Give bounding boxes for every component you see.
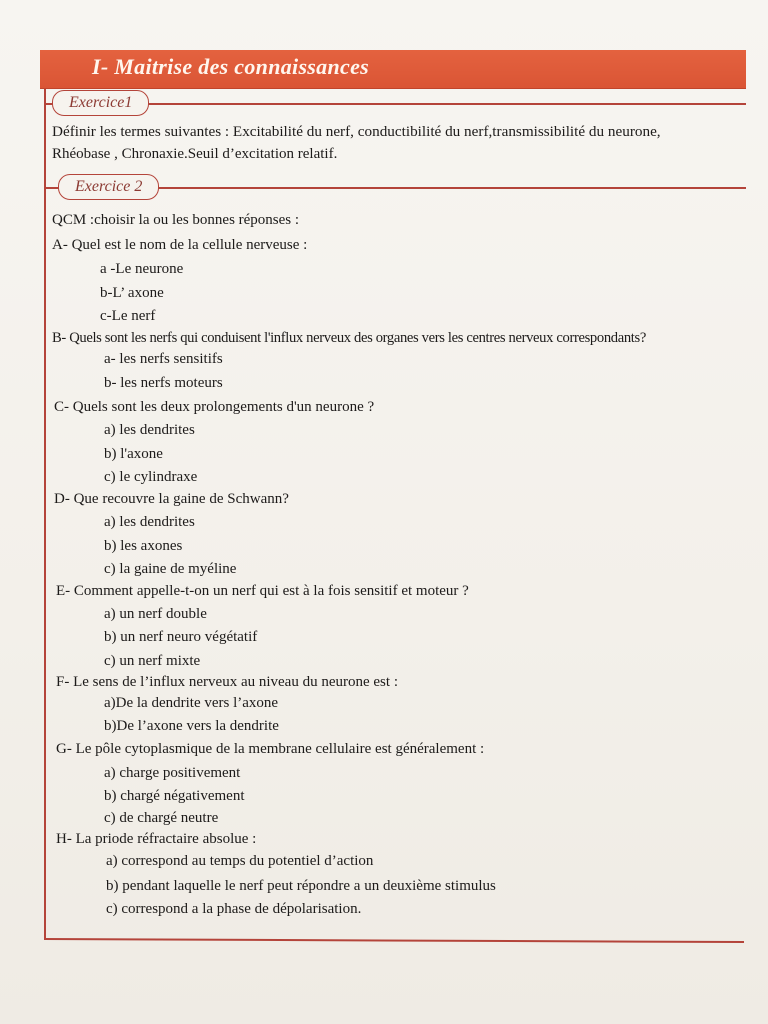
question-h-option-b: b) pendant laquelle le nerf peut répondre a un deuxième stimulus [106,878,496,894]
question-a-option-c: c-Le nerf [100,308,156,324]
question-d-option-a: a) les dendrites [104,514,195,530]
question-d-option-c: c) la gaine de myéline [104,561,237,577]
question-c-option-b: b) l'axone [104,446,163,462]
question-c-option-c: c) le cylindraxe [104,469,198,485]
question-e-option-c: c) un nerf mixte [104,653,201,669]
exercise1-text-line1: Définir les termes suivantes : Excitabilité du nerf, conductibilité du nerf,transmissibilité du neurone, [52,123,661,140]
question-b: B- Quels sont les nerfs qui conduisent l'influx nerveux des organes vers les centres nerveux correspondants? [52,330,646,346]
question-c: C- Quels sont les deux prolongements d'un neurone ? [54,399,375,415]
page-frame-bottom-rule [44,938,744,943]
exercise1-header [44,90,746,118]
question-a: A- Quel est le nom de la cellule nerveuse : [52,237,308,253]
question-d-option-b: b) les axones [104,538,183,554]
question-a-option-b: b-L’ axone [100,285,164,301]
question-d: D- Que recouvre la gaine de Schwann? [54,491,289,507]
question-h-option-a: a) correspond au temps du potentiel d’action [106,853,374,869]
qcm-intro: QCM :choisir la ou les bonnes réponses : [52,212,300,228]
question-g-option-b: b) chargé négativement [104,788,245,804]
question-h: H- La priode réfractaire absolue : [56,831,257,847]
question-g-option-c: c) de chargé neutre [104,810,219,826]
question-c-option-a: a) les dendrites [104,422,195,438]
question-e: E- Comment appelle-t-on un nerf qui est à la fois sensitif et moteur ? [56,583,469,599]
question-f: F- Le sens de l’influx nerveux au niveau du neurone est : [56,674,398,690]
question-g-option-a: a) charge positivement [104,765,241,781]
exercise2-label: Exercice 2 [58,174,159,200]
section-banner [40,50,746,88]
question-h-option-c: c) correspond a la phase de dépolarisation. [106,901,362,917]
question-f-option-a: a)De la dendrite vers l’axone [104,695,279,711]
question-a-option-a: a -Le neurone [100,261,184,277]
exercise1-rule [44,103,746,105]
question-g: G- Le pôle cytoplasmique de la membrane cellulaire est généralement : [56,741,485,757]
question-b-option-a: a- les nerfs sensitifs [104,351,223,367]
question-b-option-b: b- les nerfs moteurs [104,375,223,391]
question-f-option-b: b)De l’axone vers la dendrite [104,718,279,734]
exercise2-header [44,174,746,202]
exercise1-label: Exercice1 [52,90,149,116]
exercise1-text-line2: Rhéobase , Chronaxie.Seuil d’excitation relatif. [52,146,338,162]
section-title: I- Maitrise des connaissances [92,54,369,79]
question-e-option-b: b) un nerf neuro végétatif [104,629,258,645]
question-e-option-a: a) un nerf double [104,606,207,622]
